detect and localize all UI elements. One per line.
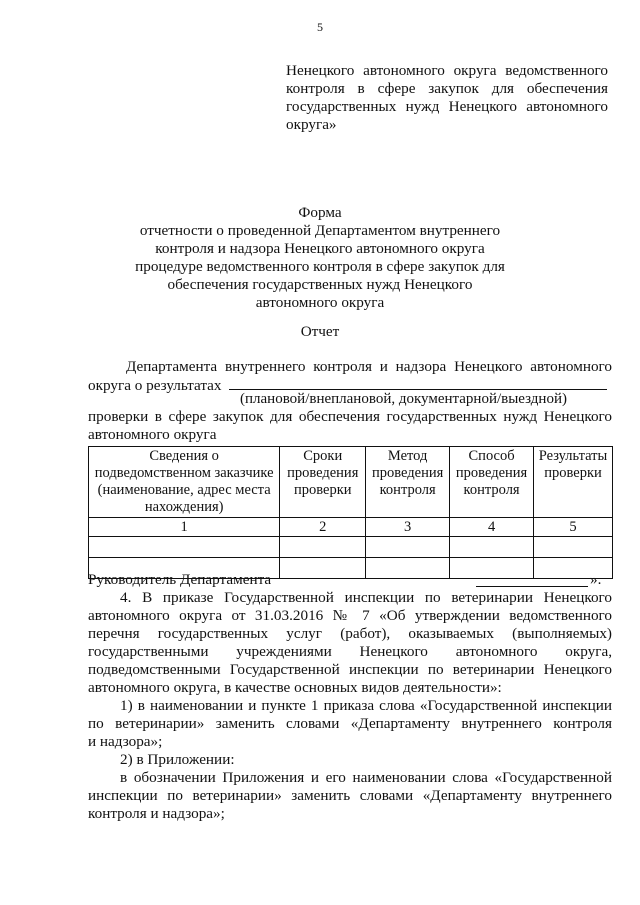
report-hint: (плановой/внеплановой, документарной/выездной)	[240, 391, 567, 407]
signature-line	[88, 571, 612, 589]
signature-label: Руководитель Департамента	[88, 571, 272, 588]
report-line: автономного округа	[88, 426, 217, 443]
paragraph-line: и надзора»;	[88, 733, 163, 750]
amendment-item-1	[88, 697, 612, 751]
amendment-item-2: 2) в Приложении:	[120, 751, 235, 768]
paragraph-line: 1) в наименовании и пункте 1 приказа слова «Государственной инспекции	[120, 697, 612, 714]
table-number-cell: 3	[366, 518, 450, 537]
report-line-label: округа о результатах	[88, 377, 222, 394]
table-header-row	[89, 447, 613, 518]
table-number-row	[89, 518, 613, 537]
form-description-line: процедуре ведомственного контроля в сфере закупок для	[135, 258, 505, 275]
paragraph-line: автономного округа от 31.03.2016 № 7 «Об утверждении ведомственного	[88, 607, 612, 624]
paragraph-line: в обозначении Приложения и его наименовании слова «Государственной	[120, 769, 612, 786]
table-header-cell: Результаты проверки	[534, 447, 613, 518]
paragraph-line: 4. В приказе Государственной инспекции по ветеринарии Ненецкого	[120, 589, 612, 606]
header-line: округа»	[286, 116, 337, 133]
report-line: Департамента внутреннего контроля и надзора Ненецкого автономного	[126, 358, 612, 375]
header-line: контроля в сфере закупок для обеспечения	[286, 80, 608, 97]
table-header-cell: Метод проведения контроля	[366, 447, 450, 518]
table-number-cell: 1	[89, 518, 280, 537]
form-description-line: контроля и надзора Ненецкого автономного округа	[155, 240, 485, 257]
report-line: проверки в сфере закупок для обеспечения государственных нужд Ненецкого	[88, 408, 612, 425]
table-header-cell: Сведения о подведомственном заказчике (наименование, адрес места нахождения)	[89, 447, 280, 518]
amendment-item-2-sub	[88, 769, 612, 823]
form-description-line: отчетности о проведенной Департаментом внутреннего	[139, 222, 501, 239]
paragraph-line: государственными учреждениями Ненецкого автономного округа,	[88, 643, 612, 660]
paragraph-line: подведомственными Государственной инспекции по ветеринарии Ненецкого	[88, 661, 612, 678]
form-description-line: автономного округа	[255, 294, 385, 311]
paragraph-line: по ветеринарии» заменить словами «Департаменту внутреннего контроля	[88, 715, 612, 732]
paragraph-line: инспекции по ветеринарии» заменить словами «Департаменту внутреннего	[88, 787, 612, 804]
header-block	[286, 62, 608, 134]
table-header-cell: Способ проведения контроля	[450, 447, 534, 518]
report-table	[88, 446, 613, 579]
report-blank-line	[229, 376, 607, 390]
paragraph-line: перечня государственных услуг (работ), оказываемых (выполняемых)	[88, 625, 612, 642]
header-line: Ненецкого автономного округа ведомственного	[286, 62, 608, 79]
page-number: 5	[317, 20, 323, 34]
table-cell	[534, 537, 613, 558]
form-description-line: обеспечения государственных нужд Ненецкого	[167, 276, 473, 293]
table-empty-row	[89, 537, 613, 558]
table-header-cell: Сроки проведения проверки	[280, 447, 366, 518]
form-title: Форма	[298, 204, 342, 221]
table-cell	[450, 537, 534, 558]
table-cell	[366, 537, 450, 558]
table-cell	[89, 537, 280, 558]
paragraph-line: автономного округа, в качестве основных видов деятельности»:	[88, 679, 502, 696]
form-description	[0, 222, 640, 312]
amendment-paragraph-4	[88, 589, 612, 697]
paragraph-line: контроля и надзора»;	[88, 805, 225, 822]
signature-blank-line	[476, 573, 588, 587]
table-number-cell: 5	[534, 518, 613, 537]
signature-closing: ».	[590, 571, 602, 588]
report-title: Отчет	[300, 323, 340, 340]
table-cell	[280, 537, 366, 558]
header-line: государственных нужд Ненецкого автономного	[286, 98, 608, 115]
table-number-cell: 2	[280, 518, 366, 537]
table-number-cell: 4	[450, 518, 534, 537]
